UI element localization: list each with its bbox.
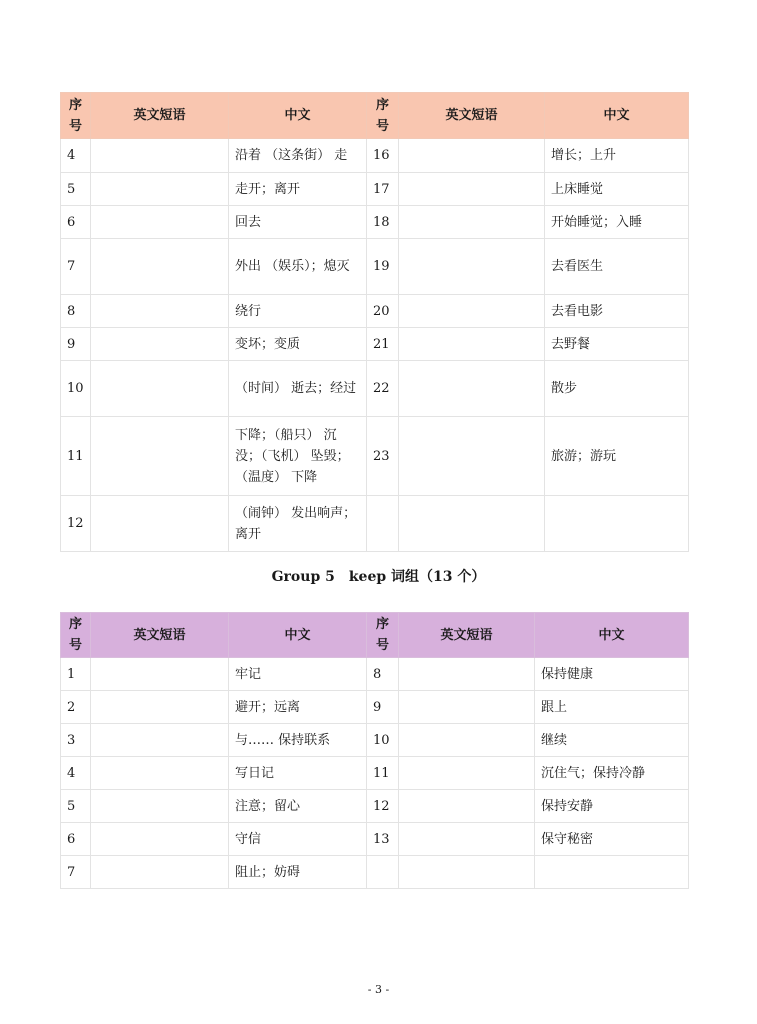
chinese-meaning-cell: 继续 <box>535 724 689 757</box>
row-number: 19 <box>367 239 399 295</box>
table-header-row <box>61 93 689 139</box>
chinese-meaning-cell: 避开；远离 <box>229 691 367 724</box>
english-phrase-cell <box>399 658 535 691</box>
row-number: 3 <box>61 724 91 757</box>
row-number: 12 <box>61 496 91 552</box>
english-phrase-cell <box>399 328 545 361</box>
english-phrase-cell <box>91 173 229 206</box>
chinese-meaning-cell: 增长；上升 <box>545 139 689 173</box>
row-number: 13 <box>367 823 399 856</box>
english-phrase-cell <box>399 790 535 823</box>
english-phrase-cell <box>91 361 229 417</box>
go-phrases-table <box>60 92 689 552</box>
chinese-meaning-cell: 回去 <box>229 206 367 239</box>
chinese-meaning-cell: 变坏；变质 <box>229 328 367 361</box>
row-number: 8 <box>367 658 399 691</box>
table-row <box>61 724 689 757</box>
chinese-meaning-cell: 守信 <box>229 823 367 856</box>
english-phrase-cell <box>399 856 535 889</box>
english-phrase-cell <box>91 724 229 757</box>
table-row <box>61 823 689 856</box>
table-header-row <box>61 613 689 658</box>
chinese-meaning-cell: 下降；（船只） 沉没；（飞机） 坠毁；（温度） 下降 <box>229 417 367 496</box>
chinese-meaning-cell: 旅游；游玩 <box>545 417 689 496</box>
row-number: 23 <box>367 417 399 496</box>
english-phrase-cell <box>91 206 229 239</box>
row-number: 8 <box>61 295 91 328</box>
header-english-phrase: 英文短语 <box>399 613 535 658</box>
row-number: 1 <box>61 658 91 691</box>
header-chinese: 中文 <box>545 93 689 139</box>
english-phrase-cell <box>91 239 229 295</box>
english-phrase-cell <box>91 691 229 724</box>
chinese-meaning-cell: 阻止；妨碍 <box>229 856 367 889</box>
english-phrase-cell <box>91 757 229 790</box>
english-phrase-cell <box>399 239 545 295</box>
row-number: 7 <box>61 856 91 889</box>
header-chinese: 中文 <box>535 613 689 658</box>
header-chinese: 中文 <box>229 93 367 139</box>
table-row <box>61 757 689 790</box>
table-row <box>61 206 689 239</box>
row-number: 12 <box>367 790 399 823</box>
header-seq: 序号 <box>367 93 399 139</box>
table-row <box>61 790 689 823</box>
table-row <box>61 691 689 724</box>
english-phrase-cell <box>91 328 229 361</box>
header-seq: 序号 <box>61 613 91 658</box>
row-number: 5 <box>61 790 91 823</box>
row-number: 17 <box>367 173 399 206</box>
english-phrase-cell <box>399 823 535 856</box>
row-number: 4 <box>61 139 91 173</box>
chinese-meaning-cell <box>535 856 689 889</box>
row-number: 7 <box>61 239 91 295</box>
row-number: 2 <box>61 691 91 724</box>
row-number: 9 <box>61 328 91 361</box>
english-phrase-cell <box>399 139 545 173</box>
chinese-meaning-cell: 上床睡觉 <box>545 173 689 206</box>
english-phrase-cell <box>91 658 229 691</box>
row-number: 10 <box>61 361 91 417</box>
table-row <box>61 328 689 361</box>
chinese-meaning-cell: 与…… 保持联系 <box>229 724 367 757</box>
row-number: 21 <box>367 328 399 361</box>
table-row <box>61 239 689 295</box>
english-phrase-cell <box>399 691 535 724</box>
english-phrase-cell <box>399 206 545 239</box>
english-phrase-cell <box>399 417 545 496</box>
chinese-meaning-cell: 去看电影 <box>545 295 689 328</box>
table-row <box>61 173 689 206</box>
chinese-meaning-cell: 外出 （娱乐）；熄灭 <box>229 239 367 295</box>
table-row <box>61 658 689 691</box>
table-row <box>61 417 689 496</box>
chinese-meaning-cell: 去看医生 <box>545 239 689 295</box>
header-english-phrase: 英文短语 <box>399 93 545 139</box>
keep-phrases-table <box>60 612 689 889</box>
row-number <box>367 856 399 889</box>
row-number <box>367 496 399 552</box>
chinese-meaning-cell: 散步 <box>545 361 689 417</box>
chinese-meaning-cell: 保守秘密 <box>535 823 689 856</box>
row-number: 4 <box>61 757 91 790</box>
english-phrase-cell <box>399 173 545 206</box>
row-number: 6 <box>61 823 91 856</box>
chinese-meaning-cell: （时间） 逝去；经过 <box>229 361 367 417</box>
chinese-meaning-cell: 牢记 <box>229 658 367 691</box>
english-phrase-cell <box>91 790 229 823</box>
table-row <box>61 139 689 173</box>
header-english-phrase: 英文短语 <box>91 93 229 139</box>
english-phrase-cell <box>91 417 229 496</box>
chinese-meaning-cell: 绕行 <box>229 295 367 328</box>
row-number: 22 <box>367 361 399 417</box>
chinese-meaning-cell: 沿着 （这条街） 走 <box>229 139 367 173</box>
header-english-phrase: 英文短语 <box>91 613 229 658</box>
english-phrase-cell <box>91 295 229 328</box>
english-phrase-cell <box>399 496 545 552</box>
english-phrase-cell <box>399 757 535 790</box>
table-row <box>61 856 689 889</box>
table-row <box>61 295 689 328</box>
row-number: 10 <box>367 724 399 757</box>
chinese-meaning-cell: 保持健康 <box>535 658 689 691</box>
page-number: - 3 - <box>367 983 390 996</box>
chinese-meaning-cell: 注意；留心 <box>229 790 367 823</box>
chinese-meaning-cell: 写日记 <box>229 757 367 790</box>
row-number: 18 <box>367 206 399 239</box>
row-number: 9 <box>367 691 399 724</box>
english-phrase-cell <box>399 724 535 757</box>
row-number: 11 <box>61 417 91 496</box>
chinese-meaning-cell: 保持安静 <box>535 790 689 823</box>
row-number: 20 <box>367 295 399 328</box>
chinese-meaning-cell: 走开；离开 <box>229 173 367 206</box>
chinese-meaning-cell <box>545 496 689 552</box>
english-phrase-cell <box>399 295 545 328</box>
english-phrase-cell <box>91 823 229 856</box>
row-number: 16 <box>367 139 399 173</box>
chinese-meaning-cell: （闹钟） 发出响声；离开 <box>229 496 367 552</box>
row-number: 6 <box>61 206 91 239</box>
row-number: 11 <box>367 757 399 790</box>
header-seq: 序号 <box>61 93 91 139</box>
chinese-meaning-cell: 去野餐 <box>545 328 689 361</box>
header-chinese: 中文 <box>229 613 367 658</box>
english-phrase-cell <box>399 361 545 417</box>
row-number: 5 <box>61 173 91 206</box>
english-phrase-cell <box>91 139 229 173</box>
group-title: Group 5 keep 词组（13 个） <box>271 569 486 585</box>
english-phrase-cell <box>91 856 229 889</box>
chinese-meaning-cell: 开始睡觉；入睡 <box>545 206 689 239</box>
chinese-meaning-cell: 跟上 <box>535 691 689 724</box>
table-row <box>61 361 689 417</box>
table-row <box>61 496 689 552</box>
english-phrase-cell <box>91 496 229 552</box>
chinese-meaning-cell: 沉住气；保持冷静 <box>535 757 689 790</box>
header-seq: 序号 <box>367 613 399 658</box>
